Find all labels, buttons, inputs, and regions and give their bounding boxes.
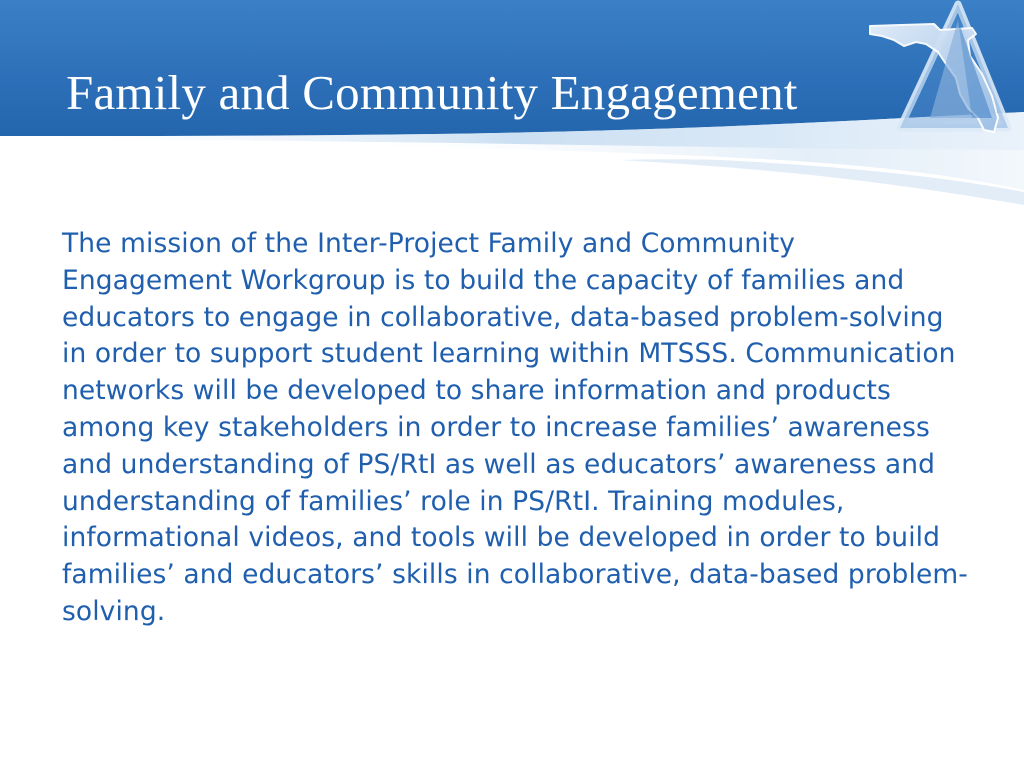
florida-triangle-logo-icon [860, 0, 1024, 150]
body-paragraph: The mission of the Inter-Project Family and Community Engagement Workgroup is to build the capacity of families and educators to engage in collaborative, data-based problem-solving in order to support student learning within MTSSS. Communication networks will be developed to share information and products among key stakeholders in order to increase families’ awareness and understanding of PS/RtI as well as educators’ awareness and understanding of families’ role in PS/RtI. Training modules, informational videos, and tools will be developed in order to build families’ and educators’ skills in collaborative, data-based problem-solving. [62, 228, 968, 627]
slide-title: Family and Community Engagement [66, 65, 798, 120]
